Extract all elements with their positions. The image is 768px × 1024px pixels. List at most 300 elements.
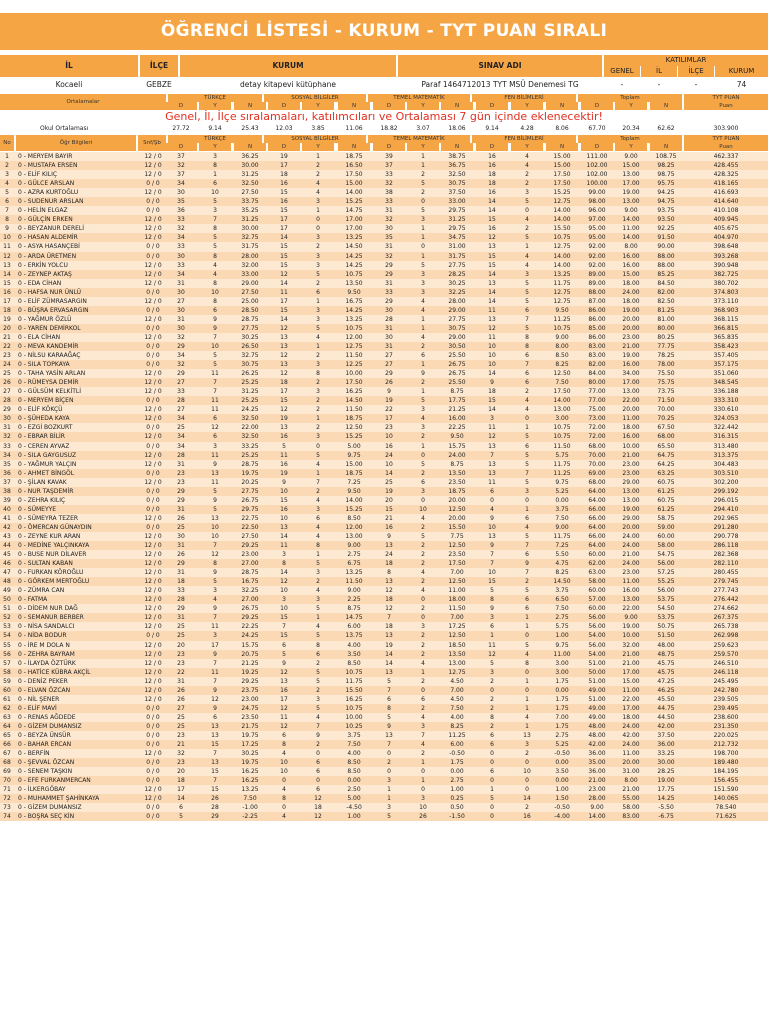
table-row[interactable] — [0, 242, 768, 251]
table-row[interactable] — [0, 668, 768, 677]
table-row[interactable] — [0, 604, 768, 613]
score-cell: 14.00 — [553, 261, 571, 269]
table-row[interactable] — [0, 279, 768, 288]
table-row[interactable] — [0, 586, 768, 595]
score-cell: -0.50 — [554, 750, 570, 758]
table-row[interactable] — [0, 233, 768, 242]
table-row[interactable] — [0, 496, 768, 505]
table-row[interactable] — [0, 152, 768, 161]
row-number: 71 — [3, 786, 11, 794]
class-branch: 12 / 0 — [144, 433, 162, 441]
table-row[interactable] — [0, 505, 768, 514]
table-row[interactable] — [0, 487, 768, 496]
school-average-row — [0, 124, 768, 133]
table-row[interactable] — [0, 541, 768, 550]
score-cell: 14.00 — [588, 813, 606, 821]
score-cell: 1 — [421, 162, 425, 170]
score-cell: 13.25 — [345, 569, 363, 577]
table-row[interactable] — [0, 631, 768, 640]
score-cell: 5.75 — [555, 623, 569, 631]
score-cell: 418.165 — [713, 180, 739, 188]
notice-text: Genel, İl, İlçe sıralamaları, katılımcıları ve Ortalaması 7 gün içinde eklenecektir! — [165, 110, 603, 123]
score-cell: 374.803 — [713, 288, 739, 296]
score-cell: 15 — [280, 496, 288, 504]
table-row[interactable] — [0, 478, 768, 487]
table-row[interactable] — [0, 595, 768, 604]
score-cell: 2 — [421, 632, 425, 640]
table-row[interactable] — [0, 650, 768, 659]
score-cell: 366.815 — [713, 324, 739, 332]
score-cell: 4 — [525, 252, 529, 260]
score-cell: 19 — [385, 487, 393, 495]
score-cell: 36 — [177, 207, 185, 215]
student-name: 0 - CEREN AYVAZ — [18, 442, 70, 450]
score-cell: 8 — [282, 560, 286, 568]
avg-sub-y-header: Y — [199, 102, 231, 110]
score-cell: 198.700 — [713, 750, 739, 758]
student-name: 0 - GİZEM DUMANSIZ — [18, 804, 82, 812]
score-cell: 0 — [525, 786, 529, 794]
score-cell: 10 — [211, 288, 219, 296]
score-cell: 13 — [385, 542, 393, 550]
table-row[interactable] — [0, 396, 768, 405]
score-cell: 9 — [213, 569, 217, 577]
score-cell: 15.50 — [448, 523, 466, 531]
table-row[interactable] — [0, 369, 768, 378]
table-row[interactable] — [0, 550, 768, 559]
table-row[interactable] — [0, 812, 768, 821]
score-cell: 0 — [421, 614, 425, 622]
score-cell: 5 — [490, 795, 494, 803]
table-row[interactable] — [0, 360, 768, 369]
table-row[interactable] — [0, 523, 768, 532]
table-row[interactable] — [0, 387, 768, 396]
table-row[interactable] — [0, 414, 768, 423]
table-row[interactable] — [0, 179, 768, 188]
score-cell: 66.00 — [588, 532, 606, 540]
score-cell: 6 — [213, 415, 217, 423]
col-sub-y-header: Y — [615, 143, 647, 151]
score-cell: 17.00 — [622, 180, 640, 188]
score-cell: 53.75 — [657, 614, 675, 622]
row-number: 44 — [3, 542, 11, 550]
table-row[interactable] — [0, 215, 768, 224]
score-cell: 4 — [316, 523, 320, 531]
score-cell: 11.00 — [622, 750, 640, 758]
score-cell: 26 — [211, 795, 219, 803]
student-name: 0 - BEYZANUR DERELİ — [18, 225, 85, 233]
class-branch: 0 / 0 — [146, 243, 160, 251]
score-cell: 36.00 — [588, 768, 606, 776]
score-cell: 49.00 — [588, 704, 606, 712]
score-cell: 86.00 — [588, 306, 606, 314]
score-cell: 64.00 — [588, 496, 606, 504]
table-row[interactable] — [0, 288, 768, 297]
score-cell: 57.25 — [657, 569, 675, 577]
score-cell: 19.00 — [622, 306, 640, 314]
table-row[interactable] — [0, 559, 768, 568]
score-cell: 13 — [280, 342, 288, 350]
score-cell: 70.00 — [588, 451, 606, 459]
score-cell: 11.50 — [345, 352, 363, 360]
score-cell: 30 — [177, 252, 185, 260]
score-cell: 4.00 — [450, 713, 464, 721]
table-row[interactable] — [0, 460, 768, 469]
score-cell: 62.00 — [588, 560, 606, 568]
col-sub-d-header: D — [476, 143, 508, 151]
table-row[interactable] — [0, 405, 768, 414]
class-branch: 12 / 0 — [144, 333, 162, 341]
score-cell: 9 — [490, 514, 494, 522]
score-cell: 61.25 — [657, 505, 675, 513]
score-cell: 78.25 — [657, 352, 675, 360]
score-cell: 31 — [177, 279, 185, 287]
class-branch: 12 / 0 — [144, 415, 162, 423]
score-cell: 1.00 — [555, 786, 569, 794]
table-row[interactable] — [0, 695, 768, 704]
score-cell: 9 — [213, 686, 217, 694]
toplam-col-header: Toplam — [578, 135, 682, 143]
score-cell: 3 — [421, 288, 425, 296]
score-cell: 10 — [488, 342, 496, 350]
table-row[interactable] — [0, 622, 768, 631]
table-row[interactable] — [0, 270, 768, 279]
score-cell: 12.75 — [553, 243, 571, 251]
score-cell: 30 — [177, 189, 185, 197]
score-cell: 6 — [490, 623, 494, 631]
score-cell: 4 — [282, 786, 286, 794]
score-cell: 1.00 — [555, 632, 569, 640]
score-cell: 21.00 — [622, 650, 640, 658]
table-row[interactable] — [0, 731, 768, 740]
score-cell: 7 — [213, 388, 217, 396]
table-row[interactable] — [0, 161, 768, 170]
score-cell: 51.00 — [588, 677, 606, 685]
table-row[interactable] — [0, 532, 768, 541]
score-cell: 13.00 — [622, 487, 640, 495]
score-cell: 10 — [488, 569, 496, 577]
score-cell: 6 — [490, 487, 494, 495]
table-row[interactable] — [0, 767, 768, 776]
score-cell: 357.405 — [713, 352, 739, 360]
table-row[interactable] — [0, 803, 768, 812]
score-cell: 83.00 — [622, 813, 640, 821]
score-cell: 45.50 — [657, 695, 675, 703]
score-cell: 9.75 — [347, 451, 361, 459]
score-cell: 19 — [385, 641, 393, 649]
score-cell: 299.192 — [713, 487, 739, 495]
score-cell: -1.50 — [449, 813, 465, 821]
score-cell: 13 — [280, 361, 288, 369]
score-cell: -2.25 — [242, 813, 258, 821]
score-cell: 0 — [490, 813, 494, 821]
score-cell: 290.778 — [713, 532, 739, 540]
score-cell: 16 — [488, 189, 496, 197]
score-cell: 87.00 — [588, 297, 606, 305]
score-cell: 1.50 — [555, 795, 569, 803]
score-cell: 29 — [177, 487, 185, 495]
score-cell: 8.75 — [347, 605, 361, 613]
score-cell: 88.00 — [657, 252, 675, 260]
average-value: 11.06 — [345, 125, 363, 132]
score-cell: 13 — [211, 759, 219, 767]
score-cell: 20.75 — [241, 650, 259, 658]
table-row[interactable] — [0, 749, 768, 758]
score-cell: 16.00 — [622, 433, 640, 441]
score-cell: 26 — [385, 379, 393, 387]
student-name: 0 - ELVAN ÖZCAN — [18, 686, 71, 694]
score-cell: 17.50 — [345, 171, 363, 179]
col-sub-y-header: Y — [511, 143, 543, 151]
student-name: 0 - NUR TAŞDEMİR — [18, 487, 74, 495]
score-cell: 33 — [385, 288, 393, 296]
score-cell: 21.00 — [622, 551, 640, 559]
table-row[interactable] — [0, 794, 768, 803]
class-branch: 12 / 0 — [144, 171, 162, 179]
table-row[interactable] — [0, 224, 768, 233]
score-cell: 32 — [385, 216, 393, 224]
score-cell: 31 — [177, 460, 185, 468]
score-cell: 6 — [525, 551, 529, 559]
score-cell: 51.50 — [657, 632, 675, 640]
score-cell: 3.75 — [555, 505, 569, 513]
score-cell: 71.50 — [657, 397, 675, 405]
score-cell: 2 — [421, 469, 425, 477]
score-cell: 3 — [316, 315, 320, 323]
row-number: 15 — [3, 279, 11, 287]
score-cell: 11 — [211, 623, 219, 631]
score-cell: 75.50 — [657, 370, 675, 378]
row-number: 23 — [3, 352, 11, 360]
score-cell: 13.25 — [345, 234, 363, 242]
row-number: 2 — [5, 162, 9, 170]
score-cell: 15 — [488, 578, 496, 586]
score-cell: 15 — [280, 397, 288, 405]
score-cell: 8.25 — [450, 722, 464, 730]
score-cell: 0 — [387, 768, 391, 776]
row-number: 62 — [3, 704, 11, 712]
row-number: 55 — [3, 641, 11, 649]
score-cell: 98.25 — [657, 162, 675, 170]
score-cell: 15 — [280, 189, 288, 197]
score-cell: 81.25 — [657, 306, 675, 314]
table-row[interactable] — [0, 722, 768, 731]
row-number: 59 — [3, 677, 11, 685]
row-number: 45 — [3, 551, 11, 559]
table-row[interactable] — [0, 324, 768, 333]
score-cell: 26.75 — [448, 361, 466, 369]
score-cell: 2 — [316, 171, 320, 179]
table-row[interactable] — [0, 613, 768, 622]
table-row[interactable] — [0, 568, 768, 577]
score-cell: 5 — [213, 361, 217, 369]
class-branch: 0 / 0 — [146, 523, 160, 531]
score-cell: 8.50 — [347, 659, 361, 667]
score-cell: 15 — [280, 261, 288, 269]
score-cell: 20.00 — [448, 514, 466, 522]
class-branch: 12 / 0 — [144, 370, 162, 378]
score-cell: 0 — [421, 243, 425, 251]
row-number: 19 — [3, 315, 11, 323]
score-cell: 22.00 — [241, 424, 259, 432]
score-cell: 0 — [490, 759, 494, 767]
score-cell: 6 — [490, 768, 494, 776]
score-cell: 7 — [316, 722, 320, 730]
table-row[interactable] — [0, 188, 768, 197]
table-row[interactable] — [0, 378, 768, 387]
score-cell: 4 — [421, 713, 425, 721]
score-cell: 22 — [177, 668, 185, 676]
score-cell: 6 — [525, 442, 529, 450]
table-row[interactable] — [0, 306, 768, 315]
score-cell: 15.50 — [345, 686, 363, 694]
score-cell: 111.00 — [586, 153, 608, 160]
table-row[interactable] — [0, 432, 768, 441]
score-cell: 6 — [421, 352, 425, 360]
class-branch: 12 / 0 — [144, 659, 162, 667]
score-cell: 3.00 — [555, 668, 569, 676]
score-cell: 4 — [525, 397, 529, 405]
table-row[interactable] — [0, 197, 768, 206]
score-cell: 313.375 — [713, 451, 739, 459]
score-cell: 7.75 — [450, 532, 464, 540]
score-cell: 67.50 — [657, 424, 675, 432]
score-cell: 12.25 — [345, 361, 363, 369]
il-header: İL — [0, 55, 138, 77]
score-cell: 29.00 — [622, 514, 640, 522]
score-cell: 95.75 — [657, 180, 675, 188]
score-cell: 8 — [282, 795, 286, 803]
score-cell: 30 — [177, 288, 185, 296]
score-cell: 1 — [387, 795, 391, 803]
score-cell: 19 — [280, 153, 288, 160]
score-cell: 17.00 — [622, 704, 640, 712]
score-cell: 29.75 — [448, 225, 466, 233]
table-row[interactable] — [0, 342, 768, 351]
student-name: 0 - ZEHRA KILIÇ — [18, 496, 66, 504]
score-cell: 12 — [314, 813, 322, 821]
class-branch: 12 / 0 — [144, 532, 162, 540]
score-cell: 102.00 — [586, 171, 608, 179]
score-cell: 15.00 — [622, 270, 640, 278]
student-name: 0 - EFE FURKANMERCAN — [18, 777, 91, 785]
table-row[interactable] — [0, 713, 768, 722]
score-cell: 32.00 — [241, 261, 259, 269]
score-cell: 3 — [316, 569, 320, 577]
score-cell: 22 — [385, 406, 393, 414]
score-cell: 13.50 — [448, 650, 466, 658]
student-name: 0 - ŞEVVAL ÖZCAN — [18, 759, 75, 767]
score-cell: 27 — [385, 352, 393, 360]
table-row[interactable] — [0, 469, 768, 478]
score-cell: 13 — [488, 442, 496, 450]
score-cell: 22.00 — [622, 605, 640, 613]
table-row[interactable] — [0, 315, 768, 324]
score-cell: 29 — [177, 605, 185, 613]
score-cell: 16 — [280, 686, 288, 694]
score-cell: 3 — [421, 279, 425, 287]
score-cell: 18.75 — [448, 487, 466, 495]
score-cell: 29 — [385, 270, 393, 278]
table-row[interactable] — [0, 261, 768, 270]
score-cell: 31 — [177, 542, 185, 550]
table-row[interactable] — [0, 776, 768, 785]
table-row[interactable] — [0, 333, 768, 342]
score-cell: 14.00 — [345, 496, 363, 504]
score-cell: 0 — [525, 759, 529, 767]
table-row[interactable] — [0, 677, 768, 686]
score-cell: 20.00 — [622, 315, 640, 323]
score-cell: 27 — [385, 361, 393, 369]
student-name: 0 - YAĞMUR ÖZLÜ — [18, 315, 72, 323]
score-cell: 4 — [525, 406, 529, 414]
table-row[interactable] — [0, 252, 768, 261]
score-cell: 17.00 — [622, 668, 640, 676]
class-branch: 12 / 0 — [144, 605, 162, 613]
table-row[interactable] — [0, 297, 768, 306]
class-branch: 12 / 0 — [144, 451, 162, 459]
row-number: 57 — [3, 659, 11, 667]
score-cell: 28.25 — [657, 768, 675, 776]
class-branch: 12 / 0 — [144, 623, 162, 631]
score-cell: 42.00 — [657, 722, 675, 730]
score-cell: 9 — [213, 460, 217, 468]
score-cell: 16 — [280, 198, 288, 206]
score-cell: 14.50 — [345, 397, 363, 405]
score-cell: 10.75 — [345, 668, 363, 676]
table-row[interactable] — [0, 641, 768, 650]
score-cell: 63.00 — [588, 569, 606, 577]
table-row[interactable] — [0, 442, 768, 451]
table-row[interactable] — [0, 686, 768, 695]
table-row[interactable] — [0, 514, 768, 523]
table-row[interactable] — [0, 659, 768, 668]
table-row[interactable] — [0, 351, 768, 360]
score-cell: 239.505 — [713, 695, 739, 703]
score-cell: 189.480 — [713, 759, 739, 767]
score-cell: 23.50 — [241, 713, 259, 721]
table-row[interactable] — [0, 423, 768, 432]
score-cell: 31 — [385, 243, 393, 251]
table-row[interactable] — [0, 785, 768, 794]
score-cell: 5 — [316, 668, 320, 676]
table-row[interactable] — [0, 740, 768, 749]
table-row[interactable] — [0, 451, 768, 460]
average-value: 303.900 — [713, 125, 739, 132]
score-cell: 9 — [387, 722, 391, 730]
score-cell: 7 — [525, 469, 529, 477]
score-cell: 13 — [280, 677, 288, 685]
score-cell: 5 — [179, 813, 183, 821]
score-cell: 7.50 — [555, 605, 569, 613]
average-value: 3.85 — [311, 125, 325, 132]
score-cell: 4 — [421, 333, 425, 341]
score-cell: 27.50 — [241, 189, 259, 197]
table-row[interactable] — [0, 170, 768, 179]
score-cell: 56.00 — [588, 614, 606, 622]
score-cell: 382.725 — [713, 270, 739, 278]
score-cell: 56.00 — [588, 623, 606, 631]
table-row[interactable] — [0, 704, 768, 713]
row-number: 43 — [3, 532, 11, 540]
score-cell: 4 — [421, 587, 425, 595]
score-cell: 2 — [316, 243, 320, 251]
score-cell: 31.00 — [622, 768, 640, 776]
table-row[interactable] — [0, 758, 768, 767]
score-cell: 8.50 — [347, 514, 361, 522]
table-row[interactable] — [0, 577, 768, 586]
table-row[interactable] — [0, 206, 768, 215]
